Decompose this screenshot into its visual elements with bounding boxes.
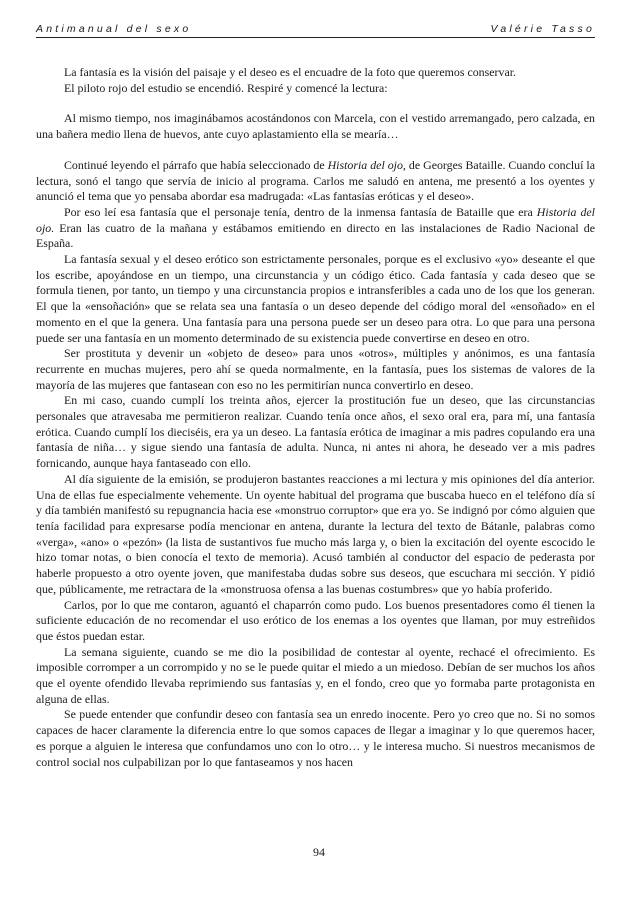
book-title-italic: Historia del ojo, — [327, 157, 406, 172]
quoted-paragraph: Al mismo tiempo, nos imaginábamos acostándonos con Marcela, con el vestido arremangado, pero calzada, en una bañera medio llena de huevos, ante cuyo aplastamiento ella se mearía… — [36, 111, 595, 142]
paragraph: Carlos, por lo que me contaron, aguantó el chaparrón como pudo. Los buenos presentadores como él tienen la suficiente educación de no recomendar el uso erótico de los enemas a los oyentes que llaman, por muy estreñidos que éstos puedan estar. — [36, 597, 595, 643]
paragraph: En mi caso, cuando cumplí los treinta años, ejercer la prostitución fue un deseo, que las circunstancias personales que atravesaba me permitieron realizar. Cuando tenía once años, el sexo oral era, para mí, una fantasía erótica. Cuando cumplí los dieciséis, era ya un deseo. La fantasía erótica de imaginar a mis padres copulando era una fantasía de niña… y sigue siendo una fantasía de adulta. Nunca, ni antes ni ahora, he deseado ver a mis padres fornicando, aunque haya fantaseado con ello. — [36, 393, 595, 471]
running-header — [36, 22, 595, 38]
book-title-italic: Historia del ojo. — [36, 204, 595, 235]
paragraph: La semana siguiente, cuando se me dio la posibilidad de contestar al oyente, rechacé el ofrecimiento. Es imposible corromper a un corrompido y no se le puede quitar el miedo a un miedoso. Debían de ser muchos los años que el oyente ofendido llevaba reprimiendo sus fantasías y, en el fondo, creo que yo formaba parte protagonista en alguna de ellas. — [36, 644, 595, 706]
paragraph: El piloto rojo del estudio se encendió. Respiré y comencé la lectura: — [64, 80, 388, 95]
paragraph: La fantasía es la visión del paisaje y el deseo es el encuadre de la foto que queremos conservar. — [64, 65, 516, 79]
paragraph: Continué leyendo el párrafo que había seleccionado de Historia del ojo, de Georges Bataille. Cuando concluí la lectura, sonó el tango que servía de inicio al programa. Carlos me saludó en antena, me presentó a los oyentes y anunció el tema que yo pensaba abordar esa madrugada: «Las fantasías eróticas y el deseo». — [36, 157, 595, 204]
body-text — [36, 65, 595, 770]
paragraph: Al día siguiente de la emisión, se produjeron bastantes reacciones a mi lectura y mis opiniones del día anterior. Una de ellas fue especialmente vehemente. Un oyente habitual del programa que buscaba hueco en el teléfono día sí y día también manifestó su repugnancia hacia ese «monstruo corruptor» que era yo. Se indignó por cómo alguien que tenía facilidad para expresarse podía mencionar en antena, durante la lectura del texto de Bátanle, palabras como «verga», «ano» o «pezón» (la lista de sustantivos fue mucho más larga y, o bien la excitación del oyente escocido le hizo tomar notas, o bien conocía el texto de memoria). Acusó también al conductor del espacio de pederasta por haberle propuesto a otro oyente joven, que manifestaba dudas sobre sus deseos, que escuchara mi sección. Y pidió que, públicamente, me retractara de la «monstruosa ofensa a las buenas costumbres» que yo había proferido. — [36, 471, 595, 596]
page-number: 94 — [313, 845, 325, 859]
header-author: Valérie Tasso — [490, 23, 595, 35]
paragraph: Se puede entender que confundir deseo con fantasía sea un enredo inocente. Pero yo creo que no. Si no somos capaces de hacer claramente la diferencia entre lo que somos capaces de llegar a imaginar y lo que queremos hacer, es porque a alguien le interesa que confundamos uno con lo otro… y le interesa mucho. Si nuestros mecanismos de control social nos culpabilizan por lo que fantaseamos y nos hacen — [36, 707, 595, 769]
paragraph: La fantasía sexual y el deseo erótico son estrictamente personales, porque es el exclusivo «yo» deseante el que los escribe, apoyándose en un tiempo, una circunstancia y un código ético. Cada fantasía y cada deseo que se formula tienen, por tanto, un tiempo y una circunstancia propios e intransferibles a cada uno de los que los generan. El que la «ensoñación» que se relata sea una fantasía o un deseo depende del código moral del «ensoñado» en el momento en el que la genera. Una fantasía para una persona puede ser un deseo para otra. Lo que para una persona puede ser una fantasía en un momento determinado de su existencia puede convertirse en deseo en otro. — [36, 252, 595, 345]
header-book-title: Antimanual del sexo — [36, 23, 192, 35]
paragraph: Ser prostituta y devenir un «objeto de deseo» para unos «otros», múltiples y anónimos, es una fantasía recurrente en muchas mujeres, pero ahí se queda normalmente, en la fantasía, pues los sistemas de valores de la mayoría de las mujeres que fantasean con eso no les permitirían nunca convertirlo en deseo. — [36, 346, 595, 392]
paragraph: Por eso leí esa fantasía que el personaje tenía, dentro de la inmensa fantasía de Bataille que era Historia del ojo. Eran las cuatro de la mañana y estábamos emitiendo en directo en las instalaciones de Radio Nacional de España. — [36, 204, 595, 251]
